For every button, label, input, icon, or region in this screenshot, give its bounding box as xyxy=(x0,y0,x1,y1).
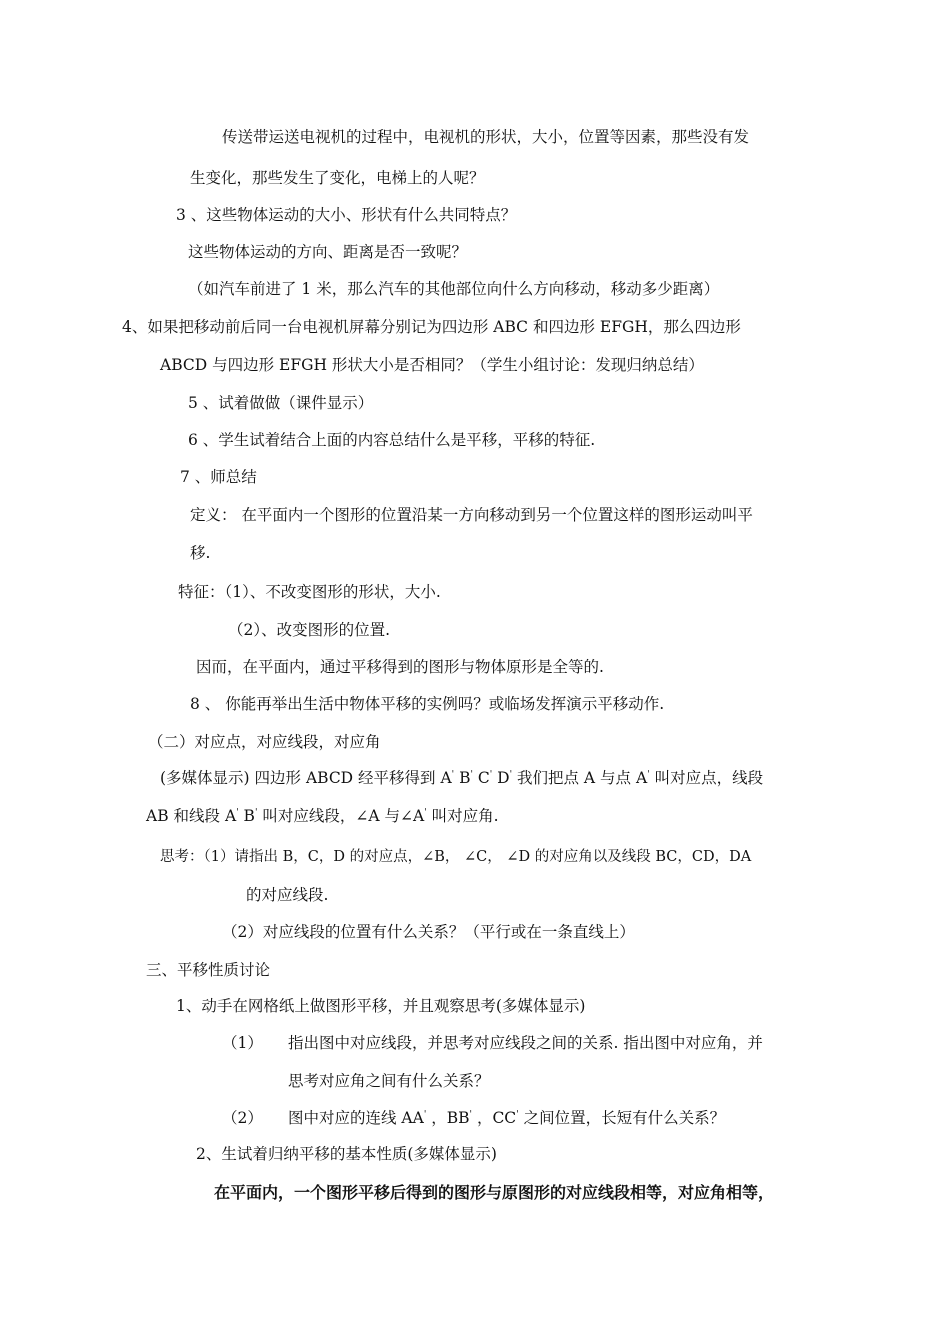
text-line: (多媒体显示) 四边形 ABCD 经平移得到 A' B' C' D' 我们把点 A 与点 A' 叫对应点，线段 xyxy=(160,769,764,787)
text-line: 这些物体运动的方向、距离是否一致呢？ xyxy=(188,243,468,261)
text-line: ABCD 与四边形 EFGH 形状大小是否相同？（学生小组讨论：发现归纳总结） xyxy=(160,356,704,374)
text-line: 的对应线段. xyxy=(246,886,329,904)
text-line: 因而，在平面内，通过平移得到的图形与物体原形是全等的. xyxy=(196,658,604,676)
text-line: 2、生试着归纳平移的基本性质(多媒体显示) xyxy=(196,1145,497,1163)
text-line: 8 、 你能再举出生活中物体平移的实例吗？或临场发挥演示平移动作. xyxy=(190,695,665,713)
list-marker: （1） xyxy=(222,1034,263,1052)
text-line: 传送带运送电视机的过程中，电视机的形状，大小，位置等因素，那些没有发 xyxy=(222,128,750,146)
text-line: （2）、改变图形的位置. xyxy=(228,621,391,639)
list-marker: （2） xyxy=(222,1109,263,1127)
text-line: 1、动手在网格纸上做图形平移，并且观察思考(多媒体显示) xyxy=(176,997,586,1015)
text-line: （2）对应线段的位置有什么关系？（平行或在一条直线上） xyxy=(222,923,635,941)
property-statement: 在平面内，一个图形平移后得到的图形与原图形的对应线段相等，对应角相等， xyxy=(214,1183,775,1202)
text-line: 定义： 在平面内一个图形的位置沿某一方向移动到另一个位置这样的图形运动叫平 xyxy=(190,506,753,524)
text-line: 图中对应的连线 AA' ，BB' ，CC' 之间位置，长短有什么关系？ xyxy=(288,1109,726,1127)
text-line: 指出图中对应线段，并思考对应线段之间的关系. 指出图中对应角，并 xyxy=(288,1034,763,1052)
text-line: 思考：（1）请指出 B，C，D 的对应点，∠B， ∠C， ∠D 的对应角以及线段 BC，CD，DA xyxy=(160,849,752,865)
text-line: 思考对应角之间有什么关系？ xyxy=(288,1072,490,1090)
text-line: AB 和线段 A' B' 叫对应线段，∠A 与∠A' 叫对应角. xyxy=(146,807,499,825)
text-line: 3 、这些物体运动的大小、形状有什么共同特点？ xyxy=(176,206,517,224)
section-heading: 三、平移性质讨论 xyxy=(146,961,271,979)
text-line: 5 、试着做做（课件显示） xyxy=(188,394,374,412)
text-line: （二）对应点，对应线段，对应角 xyxy=(148,733,381,751)
text-line: 生变化，那些发生了变化，电梯上的人呢？ xyxy=(190,169,485,187)
text-line: 移. xyxy=(190,544,211,562)
text-line: （如汽车前进了 1 米，那么汽车的其他部位向什么方向移动，移动多少距离） xyxy=(188,280,720,298)
text-line: 7 、师总结 xyxy=(180,468,257,486)
text-line: 特征：（1）、不改变图形的形状，大小. xyxy=(178,583,441,601)
text-line: 6 、学生试着结合上面的内容总结什么是平移，平移的特征. xyxy=(188,431,596,449)
text-line: 4、如果把移动前后同一台电视机屏幕分别记为四边形 ABC 和四边形 EFGH，那么四边形 xyxy=(122,318,741,336)
